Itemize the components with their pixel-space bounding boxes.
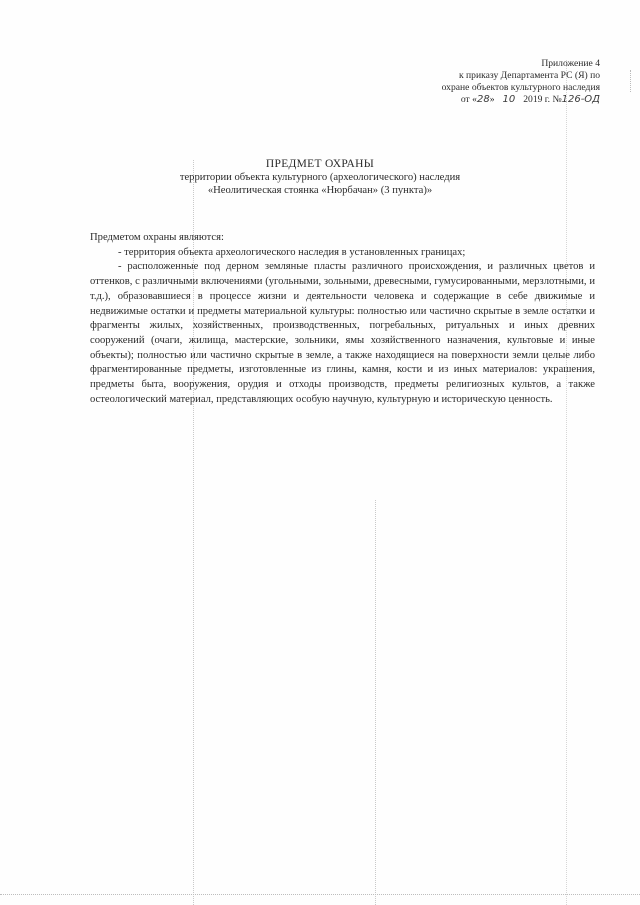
document-heading [0, 157, 640, 197]
document-title: ПРЕДМЕТ ОХРАНЫ [265, 158, 375, 170]
scan-artifact-line [0, 894, 640, 895]
date-year-text: 2019 г. № [523, 94, 562, 105]
date-mid: » [489, 94, 495, 105]
heading-line-2: территории объекта культурного (археологического) наследия [179, 172, 461, 183]
appendix-date-line [380, 94, 600, 106]
appendix-line-1: Приложение 4 [541, 58, 600, 69]
protection-item-layers: - расположенные под дерном земляные пласты различного происхождения, и различных цветов и оттенков, с различными включениями (угольными, зольными, древесными, гумусированными, мерзлотными, и т.д.), образовавшиеся в процессе жизни и деятельности человека и содержащие в себе движимые и недвижимые остатки и предметы материальной культуры: полностью или частично скрытые в земле остатки и фрагменты жилых, хозяйственных, производственных, погребальных, ритуальных и иных древних сооружений (очаги, жилища, мастерские, зольники, ямы хозяйственного назначения, культовые и иные объекты); полностью или частично скрытые в земле, а также находящиеся на поверхности земли целые либо фрагментированные предметы, изготовленные из глины, камня, кости и из иных материалов: украшения, предметы быта, вооружения, орудия и отходы производств, предметы религиозных культов, а также остеологический материал, представляющих особую научную, культурную и историческую ценность. [90, 261, 595, 405]
date-month-handwritten: 10 [502, 94, 516, 105]
appendix-line-3: охране объектов культурного наследия [441, 82, 600, 93]
scan-artifact-line [375, 500, 376, 905]
protection-item-territory: - территория объекта археологического наследия в установленных границах; [118, 246, 466, 258]
date-prefix: от « [460, 94, 477, 105]
date-day-handwritten: 28 [476, 94, 490, 105]
appendix-block [380, 58, 600, 106]
document-body [90, 231, 595, 407]
body-intro: Предметом охраны являются: [90, 232, 224, 243]
heading-line-3: «Неолитическая стоянка «Нюрбачан» (3 пункта)» [207, 185, 433, 196]
order-number-handwritten: 126-ОД [561, 94, 600, 105]
scan-edge-mark [630, 70, 634, 92]
appendix-line-2: к приказу Департамента РС (Я) по [458, 70, 600, 81]
